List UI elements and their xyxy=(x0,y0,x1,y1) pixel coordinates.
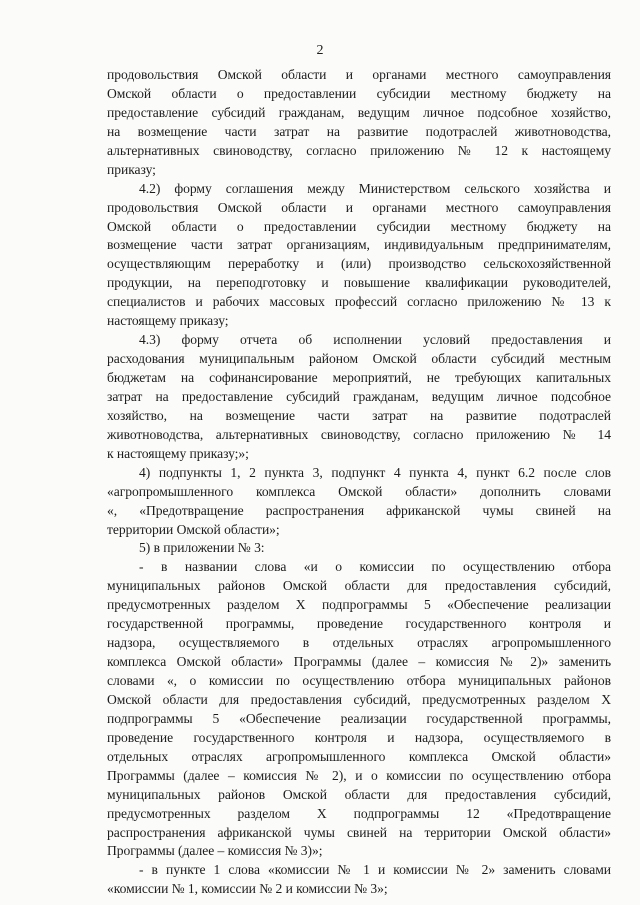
text-line: 4) подпункты 1, 2 пункта 3, подпункт 4 пункта 4, пункт 6.2 после слов xyxy=(139,464,611,480)
page-number: 2 xyxy=(316,43,324,58)
text-line: осуществляющим переработку и (или) производство сельскохозяйственной xyxy=(107,256,611,272)
text-line: - в пункте 1 слова «комиссии № 1 и комиссии № 2» заменить словами xyxy=(139,862,611,878)
text-line: альтернативных свиноводству, согласно приложению № 12 к настоящему xyxy=(107,142,611,158)
text-line: подпрограммы 5 «Обеспечение реализации государственной программы, xyxy=(107,710,611,726)
text-line: комплекса Омской области» Программы (далее – комиссия № 2)» заменить xyxy=(107,654,611,670)
text-line: распространения африканской чумы свиней на территории Омской области» xyxy=(107,824,611,840)
document-body xyxy=(107,66,611,899)
text-line: проведение государственного контроля и надзора, осуществляемого в xyxy=(107,729,611,745)
text-line: Программы (далее – комиссия № 3)»; xyxy=(107,843,323,859)
text-line: «комиссии № 1, комиссии № 2 и комиссии № 3»; xyxy=(107,881,388,897)
text-line: муниципальных районов Омской области для предоставления субсидий, xyxy=(107,578,611,594)
text-line: Омской области о предоставлении субсидии местному бюджету на xyxy=(107,85,611,101)
text-line: словами «, о комиссии по осуществлению отбора муниципальных районов xyxy=(107,673,611,688)
text-line: к настоящему приказу;»; xyxy=(107,445,249,461)
text-line: затрат на предоставление субсидий гражданам, ведущим личное подсобное xyxy=(107,388,611,404)
text-line: территории Омской области»; xyxy=(107,521,280,537)
text-line: муниципальных районов Омской области для предоставления субсидий, xyxy=(107,786,611,802)
text-line: предоставление субсидий гражданам, ведущим личное подсобное хозяйство, xyxy=(107,104,611,120)
text-line: Омской области для предоставления субсидий, предусмотренных разделом X xyxy=(107,691,611,707)
text-line: государственной программы, проведение государственного контроля и xyxy=(107,616,611,632)
text-line: отдельных отраслях агропромышленного комплекса Омской области» xyxy=(107,748,611,764)
text-line: продовольствия Омской области и органами местного самоуправления xyxy=(107,67,611,82)
text-line: предусмотренных разделом X подпрограммы 5 «Обеспечение реализации xyxy=(107,597,611,613)
text-line: 5) в приложении № 3: xyxy=(139,540,265,556)
text-line: «, «Предотвращение распространения африканской чумы свиней на xyxy=(107,502,611,518)
text-line: продовольствия Омской области и органами местного самоуправления xyxy=(107,199,611,215)
text-line: хозяйство, на возмещение части затрат на развитие подотраслей xyxy=(107,407,611,423)
text-line: настоящему приказу; xyxy=(107,313,229,329)
text-line: приказу; xyxy=(107,161,156,177)
text-line: Программы (далее – комиссия № 2), и о комиссии по осуществлению отбора xyxy=(107,767,611,783)
text-line: предусмотренных разделом X подпрограммы 12 «Предотвращение xyxy=(107,805,611,821)
text-line: 4.2) форму соглашения между Министерством сельского хозяйства и xyxy=(139,180,611,196)
text-line: продукции, на переподготовку и повышение квалификации руководителей, xyxy=(107,275,611,291)
text-line: Омской области о предоставлении субсидии местному бюджету на xyxy=(107,218,611,234)
text-line: «агропромышленного комплекса Омской области» дополнить словами xyxy=(107,483,611,499)
text-line: бюджетам на софинансирование мероприятий, не требующих капитальных xyxy=(107,370,611,385)
text-line: надзора, осуществляемого в отдельных отраслях агропромышленного xyxy=(107,635,611,651)
text-line: специалистов и рабочих массовых профессий согласно приложению № 13 к xyxy=(107,294,611,310)
text-line: возмещение части затрат организациям, индивидуальным предпринимателям, xyxy=(107,237,611,253)
text-line: животноводства, альтернативных свиноводству, согласно приложению № 14 xyxy=(107,426,611,442)
text-line: на возмещение части затрат на развитие подотраслей животноводства, xyxy=(107,123,611,139)
text-line: 4.3) форму отчета об исполнении условий предоставления и xyxy=(139,332,611,348)
text-line: расходования муниципальным районом Омской области субсидий местным xyxy=(107,351,611,367)
text-line: - в названии слова «и о комиссии по осуществлению отбора xyxy=(139,559,611,575)
